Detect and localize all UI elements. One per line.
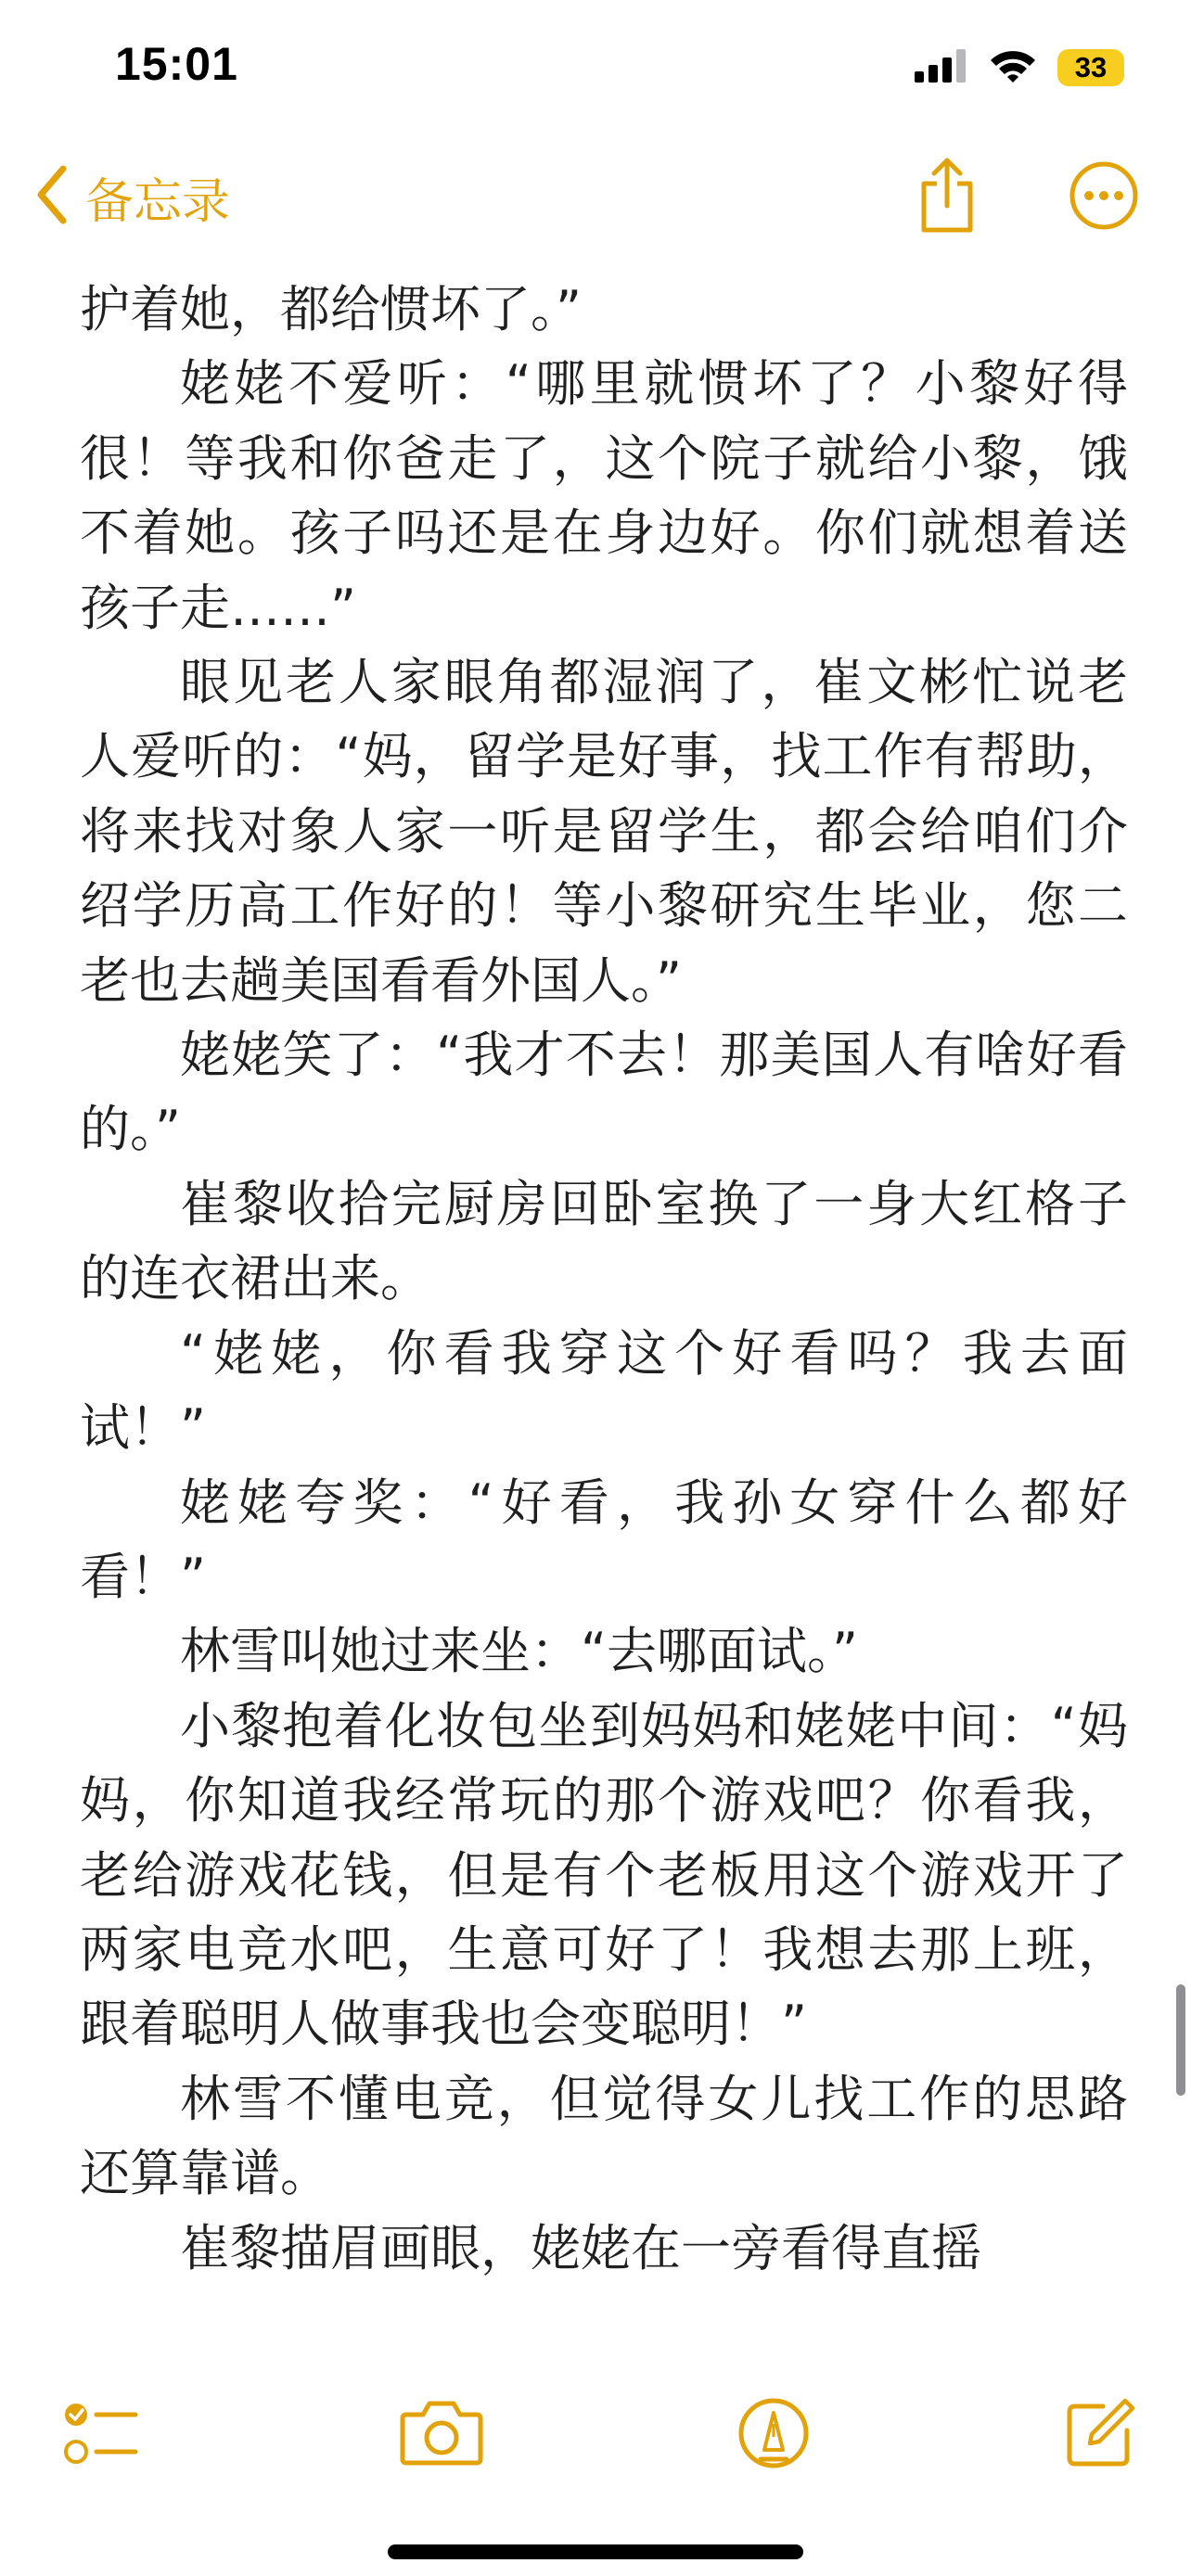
navigation-bar [0, 139, 1191, 260]
note-paragraph: 小黎抱着化妆包坐到妈妈和姥姥中间：“妈妈，你知道我经常玩的那个游戏吧？你看我，老给游戏花钱，但是有个老板用这个游戏开了两家电竞水吧，生意可好了！我想去那上班，跟着聪明人做事我也会变聪明！” [80, 1696, 1128, 2054]
note-paragraph: 姥姥笑了：“我才不去！那美国人有啥好看的。” [80, 1026, 1128, 1159]
share-icon [915, 156, 980, 239]
camera-icon [399, 2398, 484, 2472]
checklist-icon [61, 2394, 139, 2476]
status-bar [0, 0, 1191, 139]
note-paragraph: 崔黎收拾完厨房回卧室换了一身大红格子的连衣裙出来。 [80, 1174, 1128, 1308]
back-button[interactable] [33, 159, 230, 234]
compose-button[interactable] [1056, 2391, 1145, 2480]
cellular-signal-icon [915, 49, 968, 86]
battery-level: 33 [1074, 51, 1108, 83]
note-paragraph: 崔黎描眉画眼，姥姥在一旁看得直摇 [180, 2218, 981, 2277]
share-button[interactable] [915, 156, 980, 239]
status-time: 15:01 [115, 38, 238, 90]
note-paragraph: 眼见老人家眼角都湿润了，崔文彬忙说老人爱听的：“妈，留学是好事，找工作有帮助，将来找对象人家一听是留学生，都会给咱们介绍学历高工作好的！等小黎研究生毕业，您二老也去趟美国看看外国人。” [80, 653, 1128, 1010]
note-paragraph: 姥姥夸奖：“好看，我孙女穿什么都好看！” [80, 1473, 1128, 1606]
bottom-toolbar [0, 2374, 1191, 2494]
camera-button[interactable] [397, 2391, 486, 2480]
compose-icon [1062, 2395, 1138, 2475]
markup-button[interactable] [729, 2391, 818, 2480]
status-icons [915, 45, 1124, 91]
note-body[interactable] [80, 273, 1128, 2286]
more-icon [1069, 160, 1139, 235]
back-label: 备忘录 [85, 173, 231, 230]
note-paragraph: 林雪叫她过来坐：“去哪面试。” [180, 1622, 858, 1681]
note-paragraph: 护着她，都给惯坏了。” [80, 280, 582, 338]
note-paragraph: “姥姥，你看我穿这个好看吗？我去面试！” [80, 1323, 1128, 1458]
battery-icon [1057, 49, 1124, 86]
wifi-icon [989, 48, 1037, 87]
nav-actions [915, 156, 1139, 239]
note-paragraph: 姥姥不爱听：“哪里就惯坏了？小黎好得很！等我和你爸走了，这个院子就给小黎，饿不着她。孩子吗还是在身边好。你们就想着送孩子走……” [80, 354, 1128, 637]
home-indicator[interactable] [388, 2544, 803, 2559]
more-button[interactable] [1069, 160, 1139, 235]
markup-pen-icon [736, 2396, 811, 2474]
note-paragraph: 林雪不懂电竞，但觉得女儿找工作的思路还算靠谱。 [80, 2069, 1128, 2203]
scrollbar[interactable] [1176, 1984, 1185, 2096]
chevron-left-icon [33, 161, 70, 232]
checklist-button[interactable] [56, 2391, 145, 2480]
